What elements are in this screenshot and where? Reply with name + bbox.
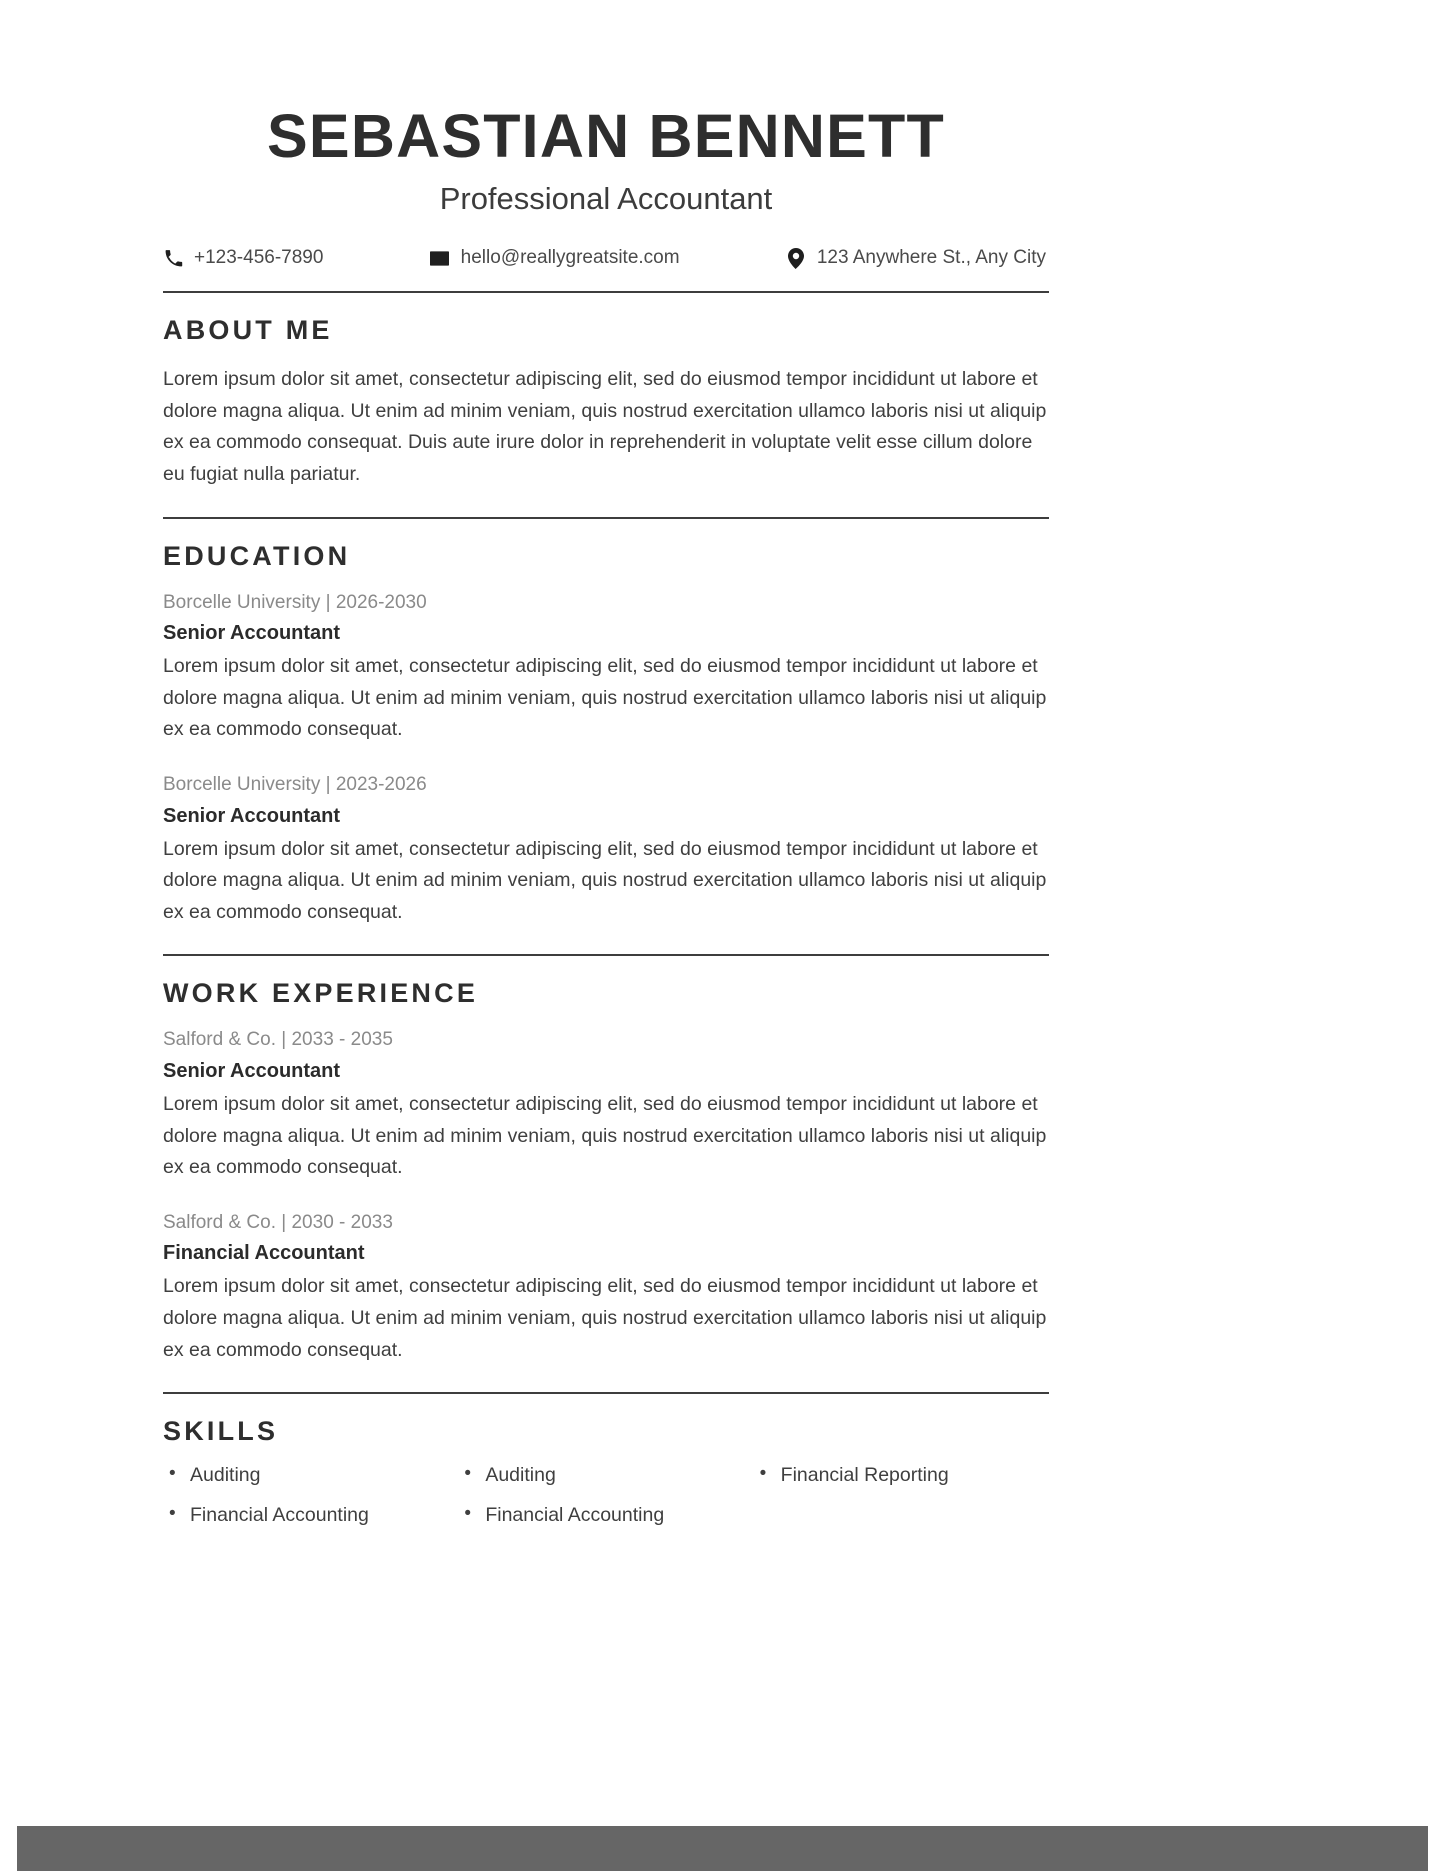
skills-column-3: [754, 1465, 1049, 1544]
about-me-title: ABOUT ME: [163, 315, 333, 346]
education-entry-meta: Borcelle University | 2023-2026: [163, 774, 427, 796]
section-skills: [163, 1394, 1049, 1544]
section-education: [163, 519, 1049, 929]
work-entry-title: Senior Accountant: [163, 1060, 341, 1083]
skill-item: • Auditing: [458, 1465, 753, 1486]
phone-icon: [163, 248, 183, 268]
location-pin-icon: [786, 248, 806, 268]
education-entry-meta: Borcelle University | 2026-2030: [163, 591, 427, 613]
work-entry-meta: Salford & Co. | 2030 - 2033: [163, 1211, 393, 1233]
skill-item: • Financial Accounting: [458, 1505, 753, 1526]
skills-column-1: [163, 1465, 458, 1544]
contact-row: [163, 247, 1049, 269]
education-entry-text: Lorem ipsum dolor sit amet, consectetur adipiscing elit, sed do eiusmod tempor incididunt ut labore et dolore magna aliqua. Ut enim ad minim veniam, quis nostrud exercitation ullamco laboris nisi ut aliquip ex ea commodo consequat.: [163, 655, 1047, 741]
resume-content: [163, 0, 1049, 1544]
contact-address-value: 123 Anywhere St., Any City: [816, 247, 1046, 269]
candidate-role: Professional Accountant: [439, 181, 773, 217]
education-entry-title: Senior Accountant: [163, 622, 341, 645]
skill-item: • Financial Accounting: [163, 1505, 458, 1526]
skills-grid: [163, 1465, 1049, 1544]
skill-item: • Auditing: [163, 1465, 458, 1486]
resume-header: [163, 0, 1049, 217]
education-entry: [163, 590, 1049, 746]
section-work-experience: [163, 956, 1049, 1366]
contact-phone[interactable]: [163, 247, 323, 269]
footer-bar: [17, 1826, 1428, 1871]
work-entry-title: Financial Accountant: [163, 1242, 365, 1265]
contact-address[interactable]: [786, 247, 1046, 269]
work-entry-text: Lorem ipsum dolor sit amet, consectetur adipiscing elit, sed do eiusmod tempor incididunt ut labore et dolore magna aliqua. Ut enim ad minim veniam, quis nostrud exercitation ullamco laboris nisi ut aliquip ex ea commodo consequat.: [163, 1275, 1047, 1361]
section-about-me: [163, 293, 1049, 490]
education-entry: [163, 772, 1049, 928]
contact-email[interactable]: [430, 247, 680, 269]
education-entry-text: Lorem ipsum dolor sit amet, consectetur adipiscing elit, sed do eiusmod tempor incididunt ut labore et dolore magna aliqua. Ut enim ad minim veniam, quis nostrud exercitation ullamco laboris nisi ut aliquip ex ea commodo consequat.: [163, 837, 1047, 923]
envelope-icon: [430, 248, 450, 268]
candidate-name: SEBASTIAN BENNETT: [267, 102, 945, 170]
skill-item: • Financial Reporting: [754, 1465, 1049, 1486]
contact-phone-value: +123-456-7890: [194, 247, 324, 269]
education-title: EDUCATION: [163, 540, 351, 571]
about-me-text: Lorem ipsum dolor sit amet, consectetur adipiscing elit, sed do eiusmod tempor incididunt ut labore et dolore magna aliqua. Ut enim ad minim veniam, quis nostrud exercitation ullamco laboris nisi ut aliquip ex ea commodo consequat. Duis aute irure dolor in reprehenderit in voluptate velit esse cillum dolore eu fugiat nulla pariatur.: [163, 368, 1047, 486]
contact-email-value: hello@reallygreatsite.com: [460, 247, 680, 269]
work-experience-title: WORK EXPERIENCE: [163, 978, 479, 1009]
work-entry: [163, 1027, 1049, 1183]
education-entry-title: Senior Accountant: [163, 804, 341, 827]
skills-title: SKILLS: [163, 1416, 279, 1447]
work-entry: [163, 1210, 1049, 1366]
skills-column-2: [458, 1465, 753, 1544]
work-entry-meta: Salford & Co. | 2033 - 2035: [163, 1029, 393, 1051]
work-entry-text: Lorem ipsum dolor sit amet, consectetur adipiscing elit, sed do eiusmod tempor incididunt ut labore et dolore magna aliqua. Ut enim ad minim veniam, quis nostrud exercitation ullamco laboris nisi ut aliquip ex ea commodo consequat.: [163, 1093, 1047, 1179]
